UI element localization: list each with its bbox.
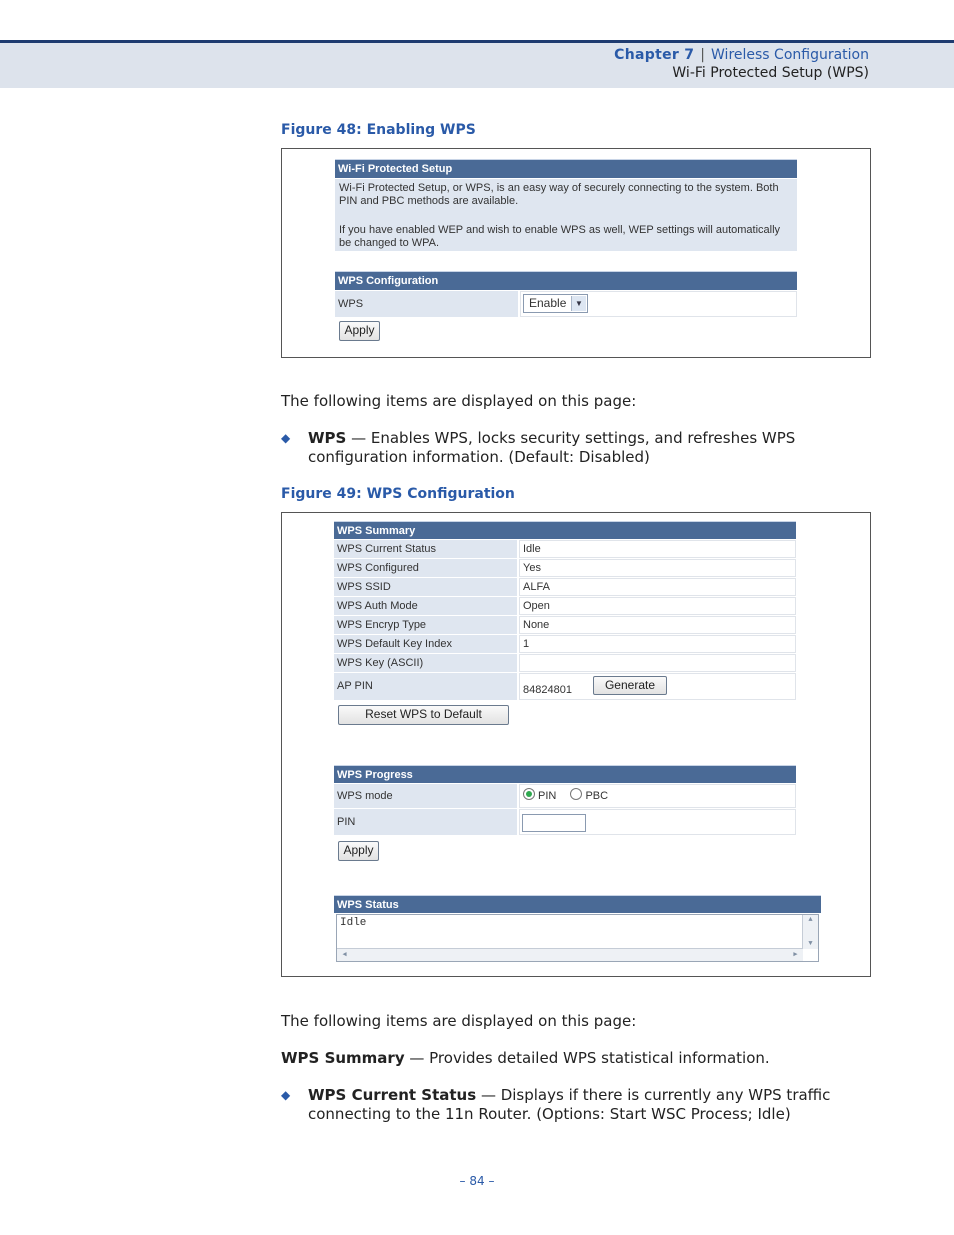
wps-configuration-panel — [334, 521, 824, 971]
wps-summary-text: — Provides detailed WPS statistical information. — [404, 1049, 770, 1067]
intro-paragraph-1: The following items are displayed on this page: — [281, 392, 637, 410]
figure-48-caption: Figure 48: Enabling WPS — [281, 122, 476, 138]
pin-radio[interactable] — [523, 788, 535, 800]
bullet-wps — [281, 429, 861, 467]
generate-button[interactable]: Generate — [593, 676, 667, 695]
page-header — [0, 40, 954, 88]
pin-row — [334, 809, 796, 835]
reset-wps-to-default-button[interactable]: Reset WPS to Default — [338, 705, 509, 725]
wps-enable-select-value: Enable — [529, 296, 567, 310]
page-number: – 84 – — [459, 1174, 495, 1188]
scroll-up-icon[interactable]: ▲ — [808, 916, 813, 924]
pin-cell — [519, 809, 796, 835]
summary-label: WPS Auth Mode — [334, 597, 517, 615]
progress-apply-button[interactable]: Apply — [338, 841, 379, 861]
summary-row — [334, 616, 796, 634]
summary-value — [519, 654, 796, 672]
chapter-title: Wireless Configuration — [711, 47, 869, 63]
vertical-scrollbar[interactable] — [802, 915, 818, 949]
scroll-left-icon[interactable]: ◀ — [342, 951, 347, 959]
wps-summary-term: WPS Summary — [281, 1049, 405, 1067]
bullet-wps-term: WPS — [308, 429, 347, 447]
diamond-bullet-icon: ◆ — [281, 431, 291, 445]
header-separator: | — [700, 47, 706, 63]
wps-status-textarea[interactable] — [336, 914, 819, 962]
intro-paragraph-2: The following items are displayed on this page: — [281, 1012, 637, 1030]
bullet-status-term: WPS Current Status — [308, 1086, 477, 1104]
bullet-wps-current-status — [281, 1086, 861, 1124]
wps-config-value-cell — [520, 291, 797, 317]
chevron-down-icon: ▼ — [571, 296, 586, 311]
summary-row — [334, 635, 796, 653]
wps-setup-desc-1: Wi-Fi Protected Setup, or WPS, is an easy way of securely connecting to the system. Both PIN and PBC methods are available. — [339, 182, 779, 207]
wps-mode-label: WPS mode — [334, 784, 517, 808]
wps-status-text: Idle — [340, 917, 367, 929]
wps-summary-definition — [281, 1049, 770, 1067]
wps-config-label: WPS — [335, 291, 518, 317]
wps-mode-options — [519, 784, 796, 808]
summary-value: None — [519, 616, 796, 634]
summary-value: Yes — [519, 559, 796, 577]
wps-enable-select[interactable] — [523, 294, 588, 313]
ap-pin-cell — [519, 673, 796, 700]
summary-label: WPS SSID — [334, 578, 517, 596]
figure-49-box — [281, 512, 871, 977]
summary-row — [334, 559, 796, 577]
apply-button[interactable]: Apply — [339, 321, 380, 341]
diamond-bullet-icon: ◆ — [281, 1088, 291, 1102]
wps-mode-row — [334, 784, 796, 808]
wps-configuration-heading: WPS Configuration — [335, 271, 797, 290]
summary-label: WPS Default Key Index — [334, 635, 517, 653]
chapter-number: Chapter 7 — [614, 47, 695, 63]
wps-status-heading: WPS Status — [334, 895, 821, 913]
figure-48-box — [281, 148, 871, 358]
pbc-radio[interactable] — [570, 788, 582, 800]
ap-pin-label: AP PIN — [334, 673, 517, 700]
pin-input[interactable] — [522, 814, 586, 832]
summary-row — [334, 597, 796, 615]
summary-value: ALFA — [519, 578, 796, 596]
wps-setup-desc-2: If you have enabled WEP and wish to enable WPS as well, WEP settings will automatically be changed to WPA. — [339, 224, 781, 249]
summary-label: WPS Encryp Type — [334, 616, 517, 634]
scroll-right-icon[interactable]: ▶ — [793, 951, 798, 959]
summary-label: WPS Configured — [334, 559, 517, 577]
ap-pin-value: 84824801 — [523, 684, 572, 696]
summary-value: Idle — [519, 540, 796, 558]
enable-wps-panel — [335, 159, 797, 349]
summary-label: WPS Current Status — [334, 540, 517, 558]
bullet-status-text: — Displays if there is currently any WPS traffic connecting to the 11n Router. (Options: Start WSC Process; Idle) — [308, 1086, 831, 1123]
scroll-down-icon[interactable]: ▼ — [808, 940, 813, 948]
section-title: Wi-Fi Protected Setup (WPS) — [672, 65, 869, 81]
summary-row — [334, 578, 796, 596]
ap-pin-row — [334, 673, 796, 700]
wps-setup-heading: Wi-Fi Protected Setup — [335, 159, 797, 178]
pbc-radio-label: PBC — [585, 790, 609, 802]
summary-label: WPS Key (ASCII) — [334, 654, 517, 672]
wps-summary-heading: WPS Summary — [334, 521, 796, 539]
header-chapter-line — [614, 47, 869, 63]
horizontal-scrollbar[interactable] — [337, 948, 803, 961]
figure-49-caption: Figure 49: WPS Configuration — [281, 486, 515, 502]
summary-value: Open — [519, 597, 796, 615]
bullet-wps-text: — Enables WPS, locks security settings, and refreshes WPS configuration information. (Default: Disabled) — [308, 429, 796, 466]
wps-progress-heading: WPS Progress — [334, 765, 796, 783]
pin-label: PIN — [334, 809, 517, 835]
summary-row — [334, 654, 796, 672]
wps-setup-description — [335, 179, 797, 251]
pin-radio-label: PIN — [538, 790, 557, 802]
wps-config-row — [335, 291, 797, 317]
summary-value: 1 — [519, 635, 796, 653]
summary-row — [334, 540, 796, 558]
